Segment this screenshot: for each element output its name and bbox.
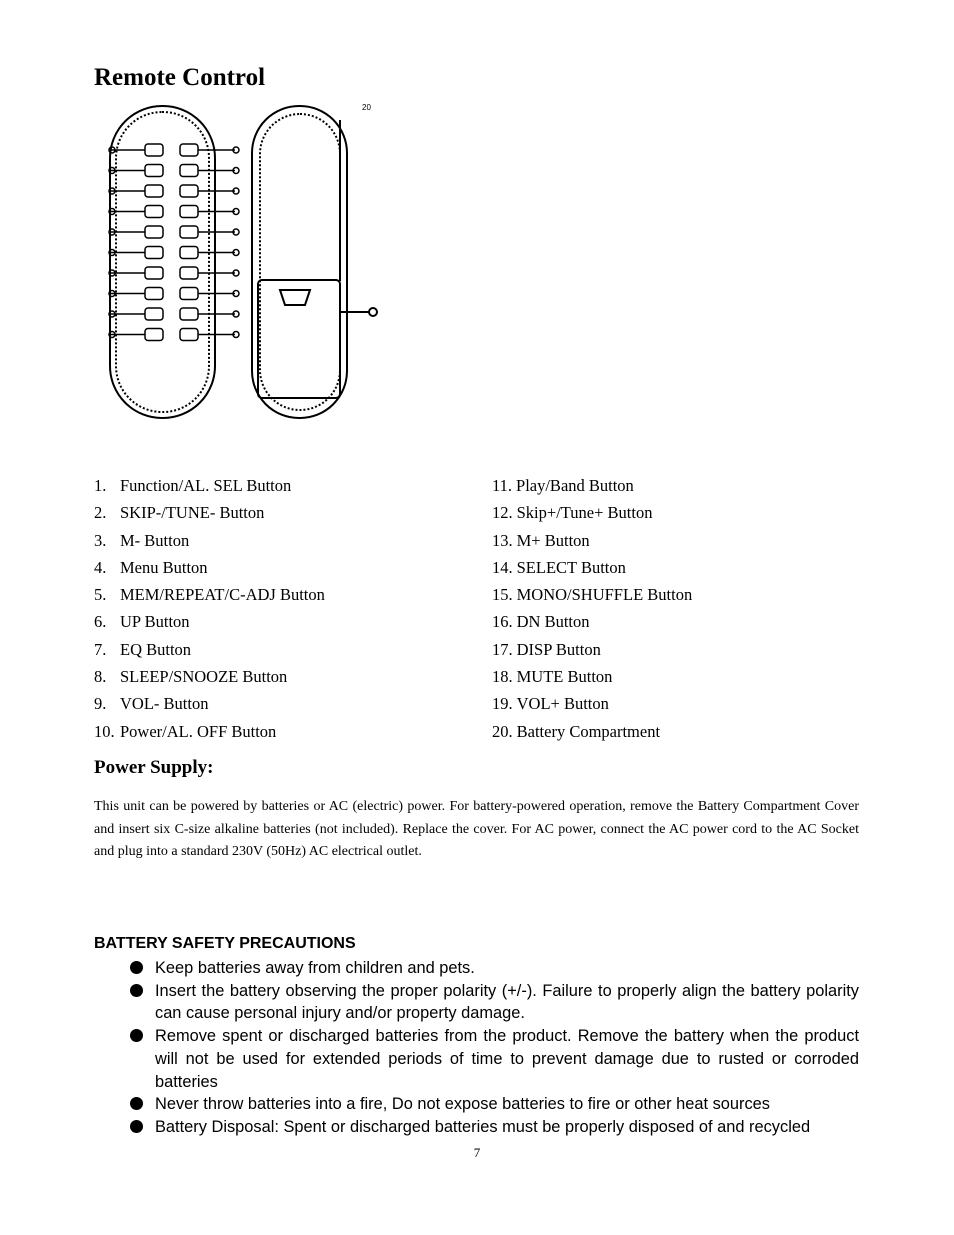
list-item: 5. MEM/REPEAT/C-ADJ Button — [94, 585, 325, 605]
list-item: 19. VOL+ Button — [492, 694, 609, 714]
list-item: 11. Play/Band Button — [492, 476, 634, 495]
battery-safety-list — [130, 957, 859, 1139]
list-item: 9. VOL- Button — [94, 694, 209, 714]
list-item: 6. UP Button — [94, 612, 190, 632]
power-supply-heading: Power Supply: — [94, 757, 214, 778]
list-item: 17. DISP Button — [492, 639, 601, 659]
list-item: 18. MUTE Button — [492, 667, 613, 687]
list-item: 7. EQ Button — [94, 639, 192, 659]
list-item: Insert the battery observing the proper polarity (+/-). Failure to properly align the battery polarity can cause personal injury and/or property damage. — [130, 980, 859, 1025]
diagram-callout-20: 20 — [362, 103, 371, 112]
list-item: 4. Menu Button — [94, 557, 208, 577]
bullet-icon — [130, 961, 143, 974]
list-item: 20. Battery Compartment — [492, 721, 661, 741]
list-item: Battery Disposal: Spent or discharged batteries must be properly disposed of and recycled — [130, 1116, 859, 1139]
list-item: 15. MONO/SHUFFLE Button — [492, 585, 693, 605]
bullet-icon — [130, 984, 143, 997]
list-item: Keep batteries away from children and pets. — [130, 957, 859, 980]
button-list-right — [492, 472, 692, 745]
list-item: Never throw batteries into a fire, Do not expose batteries to fire or other heat sources — [130, 1093, 859, 1116]
list-item: 3. M- Button — [94, 530, 190, 550]
bullet-icon — [130, 1120, 143, 1133]
battery-safety-heading: BATTERY SAFETY PRECAUTIONS — [94, 935, 356, 952]
list-item: 1. Function/AL. SEL Button — [94, 476, 292, 495]
list-item: Remove spent or discharged batteries from the product. Remove the battery when the product will not be used for extended periods of time to prevent damage due to rusted or corroded batteries — [130, 1025, 859, 1093]
list-item: 2. SKIP-/TUNE- Button — [94, 503, 265, 523]
list-item: 10. Power/AL. OFF Button — [94, 721, 277, 741]
remote-control-diagram — [100, 100, 380, 425]
list-item: 14. SELECT Button — [492, 557, 626, 577]
list-item: 13. M+ Button — [492, 530, 590, 550]
page-title: Remote Control — [94, 64, 266, 91]
list-item: 16. DN Button — [492, 612, 590, 632]
power-supply-paragraph: This unit can be powered by batteries or AC (electric) power. For battery-powered operation, remove the Battery Compartment Cover and insert six C-size alkaline batteries (not included). Replace the cover. For AC power, connect the AC power cord to the AC Socket and plug into a standard 230V (50Hz) AC electrical outlet. — [94, 799, 859, 859]
bullet-icon — [130, 1097, 143, 1110]
list-item: 12. Skip+/Tune+ Button — [492, 503, 653, 523]
button-list-left — [94, 472, 325, 745]
bullet-icon — [130, 1029, 143, 1042]
list-item: 8. SLEEP/SNOOZE Button — [94, 667, 288, 687]
page-number: 7 — [473, 1145, 481, 1160]
